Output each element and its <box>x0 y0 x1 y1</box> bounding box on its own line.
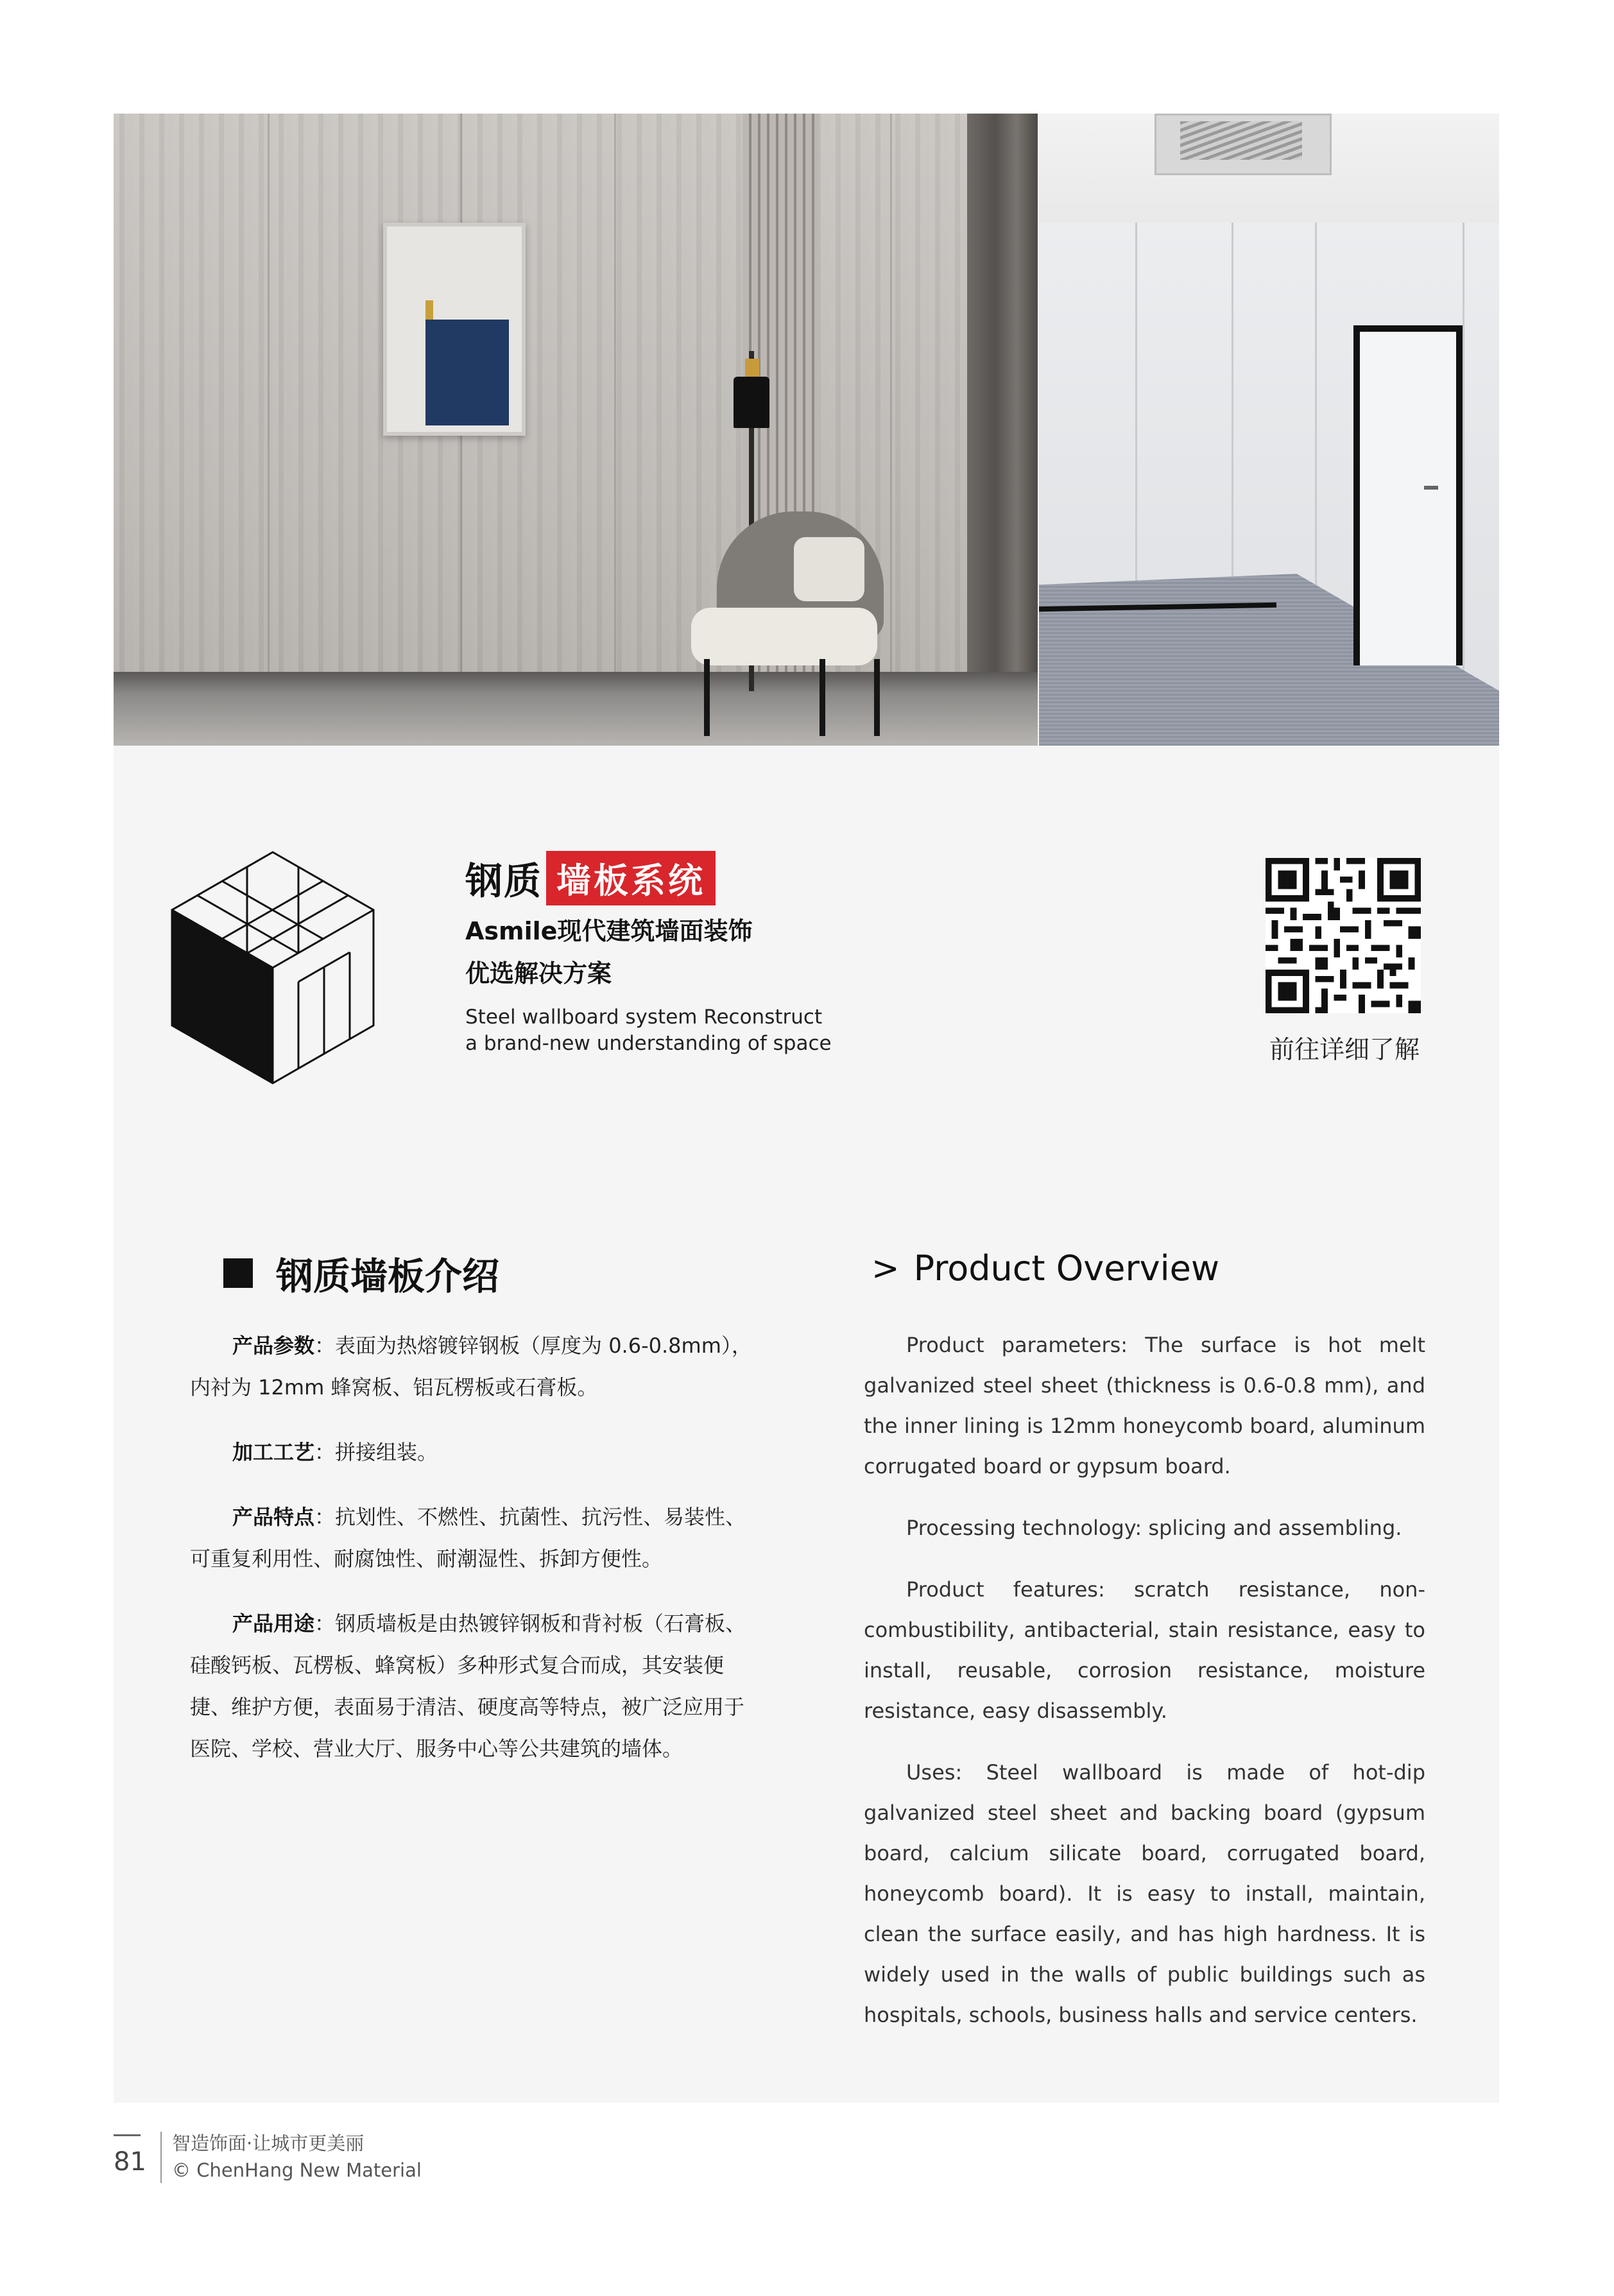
en-params-paragraph: Product parameters: The surface is hot melt galvanized steel sheet (thickness is 0.6-0.8 mm), and the inner lining is 12mm honeycomb board, aluminum corrugated board or gypsum board. <box>864 1333 1425 1478</box>
black-square-icon <box>223 1258 253 1288</box>
isometric-cube-logo-icon <box>167 847 379 1084</box>
wall-artwork <box>383 223 526 436</box>
en-uses-paragraph: Uses: Steel wallboard is made of hot-dip galvanized steel sheet and backing board (gypsum board, calcium silicate board, corrugated board, honeycomb board). It is easy to install, maintain, clean the surface easily, and has high hardness. It is widely used in the walls of public buildings such as hospitals, schools, business halls and service centers. <box>864 1760 1425 2027</box>
en-features-paragraph: Product features: scratch resistance, non-combustibility, antibacterial, stain resistance, easy to install, reusable, corrosion resistance, moisture resistance, easy disassembly. <box>864 1577 1425 1723</box>
page-title <box>465 852 716 904</box>
qr-code-icon[interactable] <box>1266 858 1421 1013</box>
cn-features-paragraph: 产品特点：抗划性、不燃性、抗菌性、抗污性、易装性、可重复利用性、耐腐蚀性、耐潮湿性、拆卸方便性。 <box>190 1505 746 1571</box>
title-main: 钢质 <box>465 859 543 903</box>
cn-uses-paragraph: 产品用途：钢质墙板是由热镀锌钢板和背衬板（石膏板、硅酸钙板、瓦楞板、蜂窝板）多种形式复合而成，其安装便捷、维护方便，表面易于清洁、硬度高等特点，被广泛应用于医院、学校、营业大厅、服务中心等公共建筑的墙体。 <box>190 1611 746 1761</box>
footer-rule <box>114 2134 141 2136</box>
title-badge: 墙板系统 <box>546 851 716 905</box>
footer-slogan: 智造饰面·让城市更美丽 <box>172 2132 365 2154</box>
footer-copyright: © ChenHang New Material <box>172 2159 422 2181</box>
floor <box>114 672 1038 746</box>
cn-params-paragraph: 产品参数：表面为热熔镀锌钢板（厚度为 0.6-0.8mm），内衬为 12mm 蜂窝板、铝瓦楞板或石膏板。 <box>190 1333 752 1400</box>
chevron-right-icon: > <box>871 1249 900 1288</box>
overview-en-body <box>864 1325 1425 2057</box>
intro-cn-body <box>190 1325 755 1793</box>
page-number: 81 <box>114 2147 146 2177</box>
intro-cn-heading: 钢质墙板介绍 <box>223 1247 499 1299</box>
subtitle-cn: Asmile现代建筑墙面装饰 优选解决方案 <box>465 917 753 988</box>
door <box>1353 325 1463 665</box>
overview-en-heading: > Product Overview <box>871 1248 1220 1289</box>
office-room-photo <box>1039 114 1499 746</box>
en-process-paragraph: Processing technology: splicing and assembling. <box>906 1516 1402 1540</box>
living-room-photo <box>114 114 1038 746</box>
cn-process-paragraph: 加工工艺：拼接组装。 <box>232 1440 438 1464</box>
curtain <box>967 114 1038 672</box>
qr-caption: 前往详细了解 <box>1269 1036 1420 1065</box>
subtitle-en: Steel wallboard system Reconstruct a brand-new understanding of space <box>465 1006 832 1055</box>
footer-divider <box>160 2132 162 2183</box>
